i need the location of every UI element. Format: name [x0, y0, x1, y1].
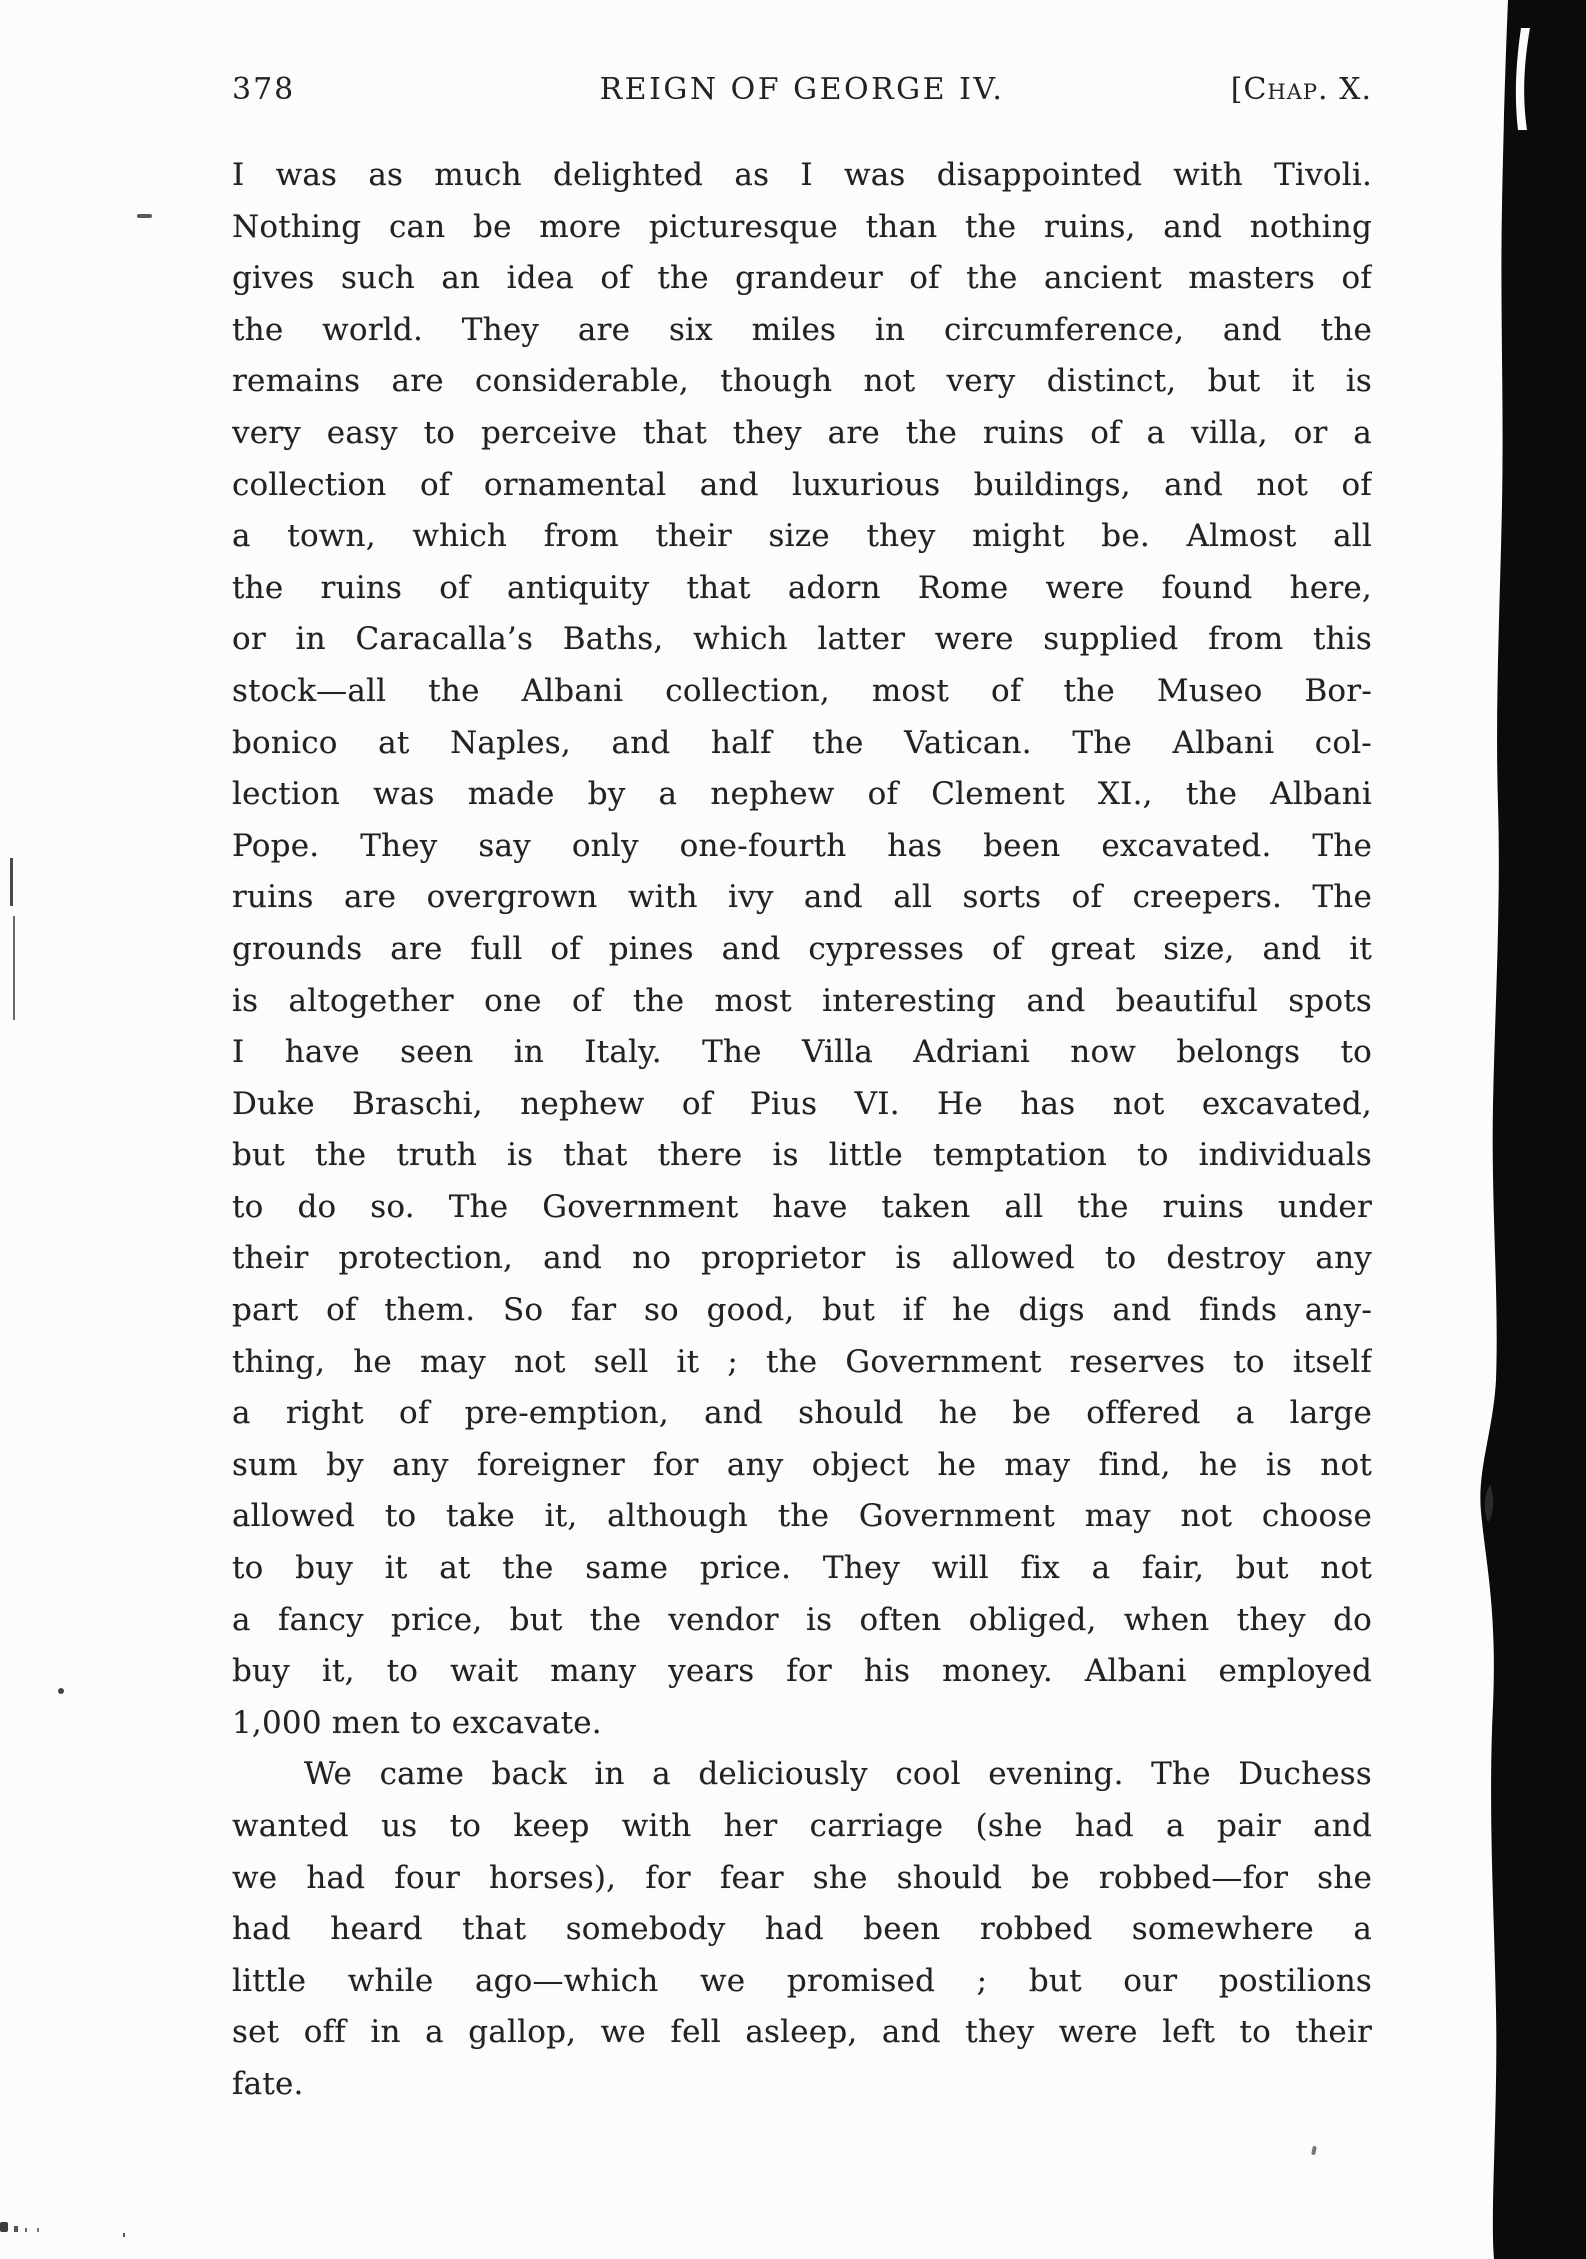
scan-artifact-stroke — [13, 916, 15, 1020]
scan-artifact-stroke — [10, 858, 13, 906]
text-line: I was as much delighted as I was disappointed with Tivoli. — [232, 157, 1372, 193]
scan-artifact-smudge — [0, 2222, 8, 2232]
text-line: thing, he may not sell it ; the Government reserves to itself — [232, 1343, 1372, 1380]
text-line: a right of pre-emption, and should he be offered a large — [232, 1395, 1372, 1432]
text-line: remains are considerable, though not very distinct, but it is — [232, 363, 1372, 400]
text-line: very easy to perceive that they are the ruins of a villa, or a — [232, 414, 1372, 451]
text-line: gives such an idea of the grandeur of the ancient masters of — [232, 260, 1372, 297]
text-line: set off in a gallop, we fell asleep, and they were left to their — [232, 2014, 1372, 2051]
scan-artifact-dot — [58, 1688, 64, 1694]
text-line: the world. They are six miles in circumference, and the — [232, 311, 1372, 348]
text-line: lection was made by a nephew of Clement XI., the Albani — [232, 776, 1372, 813]
text-line: I have seen in Italy. The Villa Adriani now belongs to — [232, 1034, 1372, 1071]
text-line: buy it, to wait many years for his money. Albani employed — [232, 1653, 1372, 1690]
scan-artifact-tick — [1311, 2146, 1317, 2156]
chapter-label: [Chap. X. — [1230, 72, 1372, 107]
running-title: REIGN OF GEORGE IV. — [599, 72, 1005, 107]
text-line: or in Caracalla’s Baths, which latter were supplied from this — [232, 621, 1372, 658]
text-line: wanted us to keep with her carriage (she had a pair and — [232, 1808, 1372, 1844]
page-header — [232, 72, 1372, 107]
text-line: part of them. So far so good, but if he digs and finds any- — [232, 1292, 1372, 1329]
text-line: to do so. The Government have taken all the ruins under — [232, 1188, 1372, 1225]
text-line: allowed to take it, although the Government may not choose — [232, 1498, 1372, 1535]
paragraph — [232, 1749, 1372, 2110]
text-line: stock—all the Albani collection, most of the Museo Bor- — [232, 672, 1372, 709]
text-line: Duke Braschi, nephew of Pius VI. He has not excavated, — [232, 1085, 1372, 1122]
text-line: a town, which from their size they might be. Almost all — [232, 518, 1372, 555]
text-line: is altogether one of the most interesting and beautiful spots — [232, 982, 1372, 1019]
text-line: bonico at Naples, and half the Vatican. The Albani col- — [232, 724, 1372, 761]
text-line: collection of ornamental and luxurious buildings, and not of — [232, 466, 1372, 503]
text-line: We came back in a deliciously cool evening. The Duchess — [304, 1756, 1372, 1793]
text-line: ruins are overgrown with ivy and all sorts of creepers. The — [232, 879, 1372, 916]
text-line: but the truth is that there is little temptation to individuals — [232, 1137, 1372, 1174]
page-number: 378 — [232, 72, 296, 107]
text-line: sum by any foreigner for any object he may find, he is not — [232, 1446, 1372, 1483]
text-line: 1,000 men to excavate. — [232, 1704, 602, 1741]
text-line: Nothing can be more picturesque than the ruins, and nothing — [232, 208, 1372, 245]
text-line: a fancy price, but the vendor is often obliged, when they do — [232, 1601, 1372, 1638]
text-line: had heard that somebody had been robbed somewhere a — [232, 1911, 1372, 1948]
text-block — [232, 150, 1372, 2111]
text-line: little while ago—which we promised ; but our postilions — [232, 1962, 1372, 1999]
text-line: their protection, and no proprietor is allowed to destroy any — [232, 1240, 1372, 1277]
paragraph — [232, 150, 1372, 1749]
text-line: Pope. They say only one-fourth has been excavated. The — [232, 827, 1372, 864]
text-line: we had four horses), for fear she should be robbed—for she — [232, 1859, 1372, 1896]
text-line: grounds are full of pines and cypresses of great size, and it — [232, 930, 1372, 967]
text-line: to buy it at the same price. They will fix a fair, but not — [232, 1550, 1372, 1587]
text-line: fate. — [232, 2065, 304, 2102]
text-line: the ruins of antiquity that adorn Rome were found here, — [232, 569, 1372, 606]
scan-artifact-dash — [137, 214, 152, 218]
binding-shadow — [1460, 0, 1586, 2259]
